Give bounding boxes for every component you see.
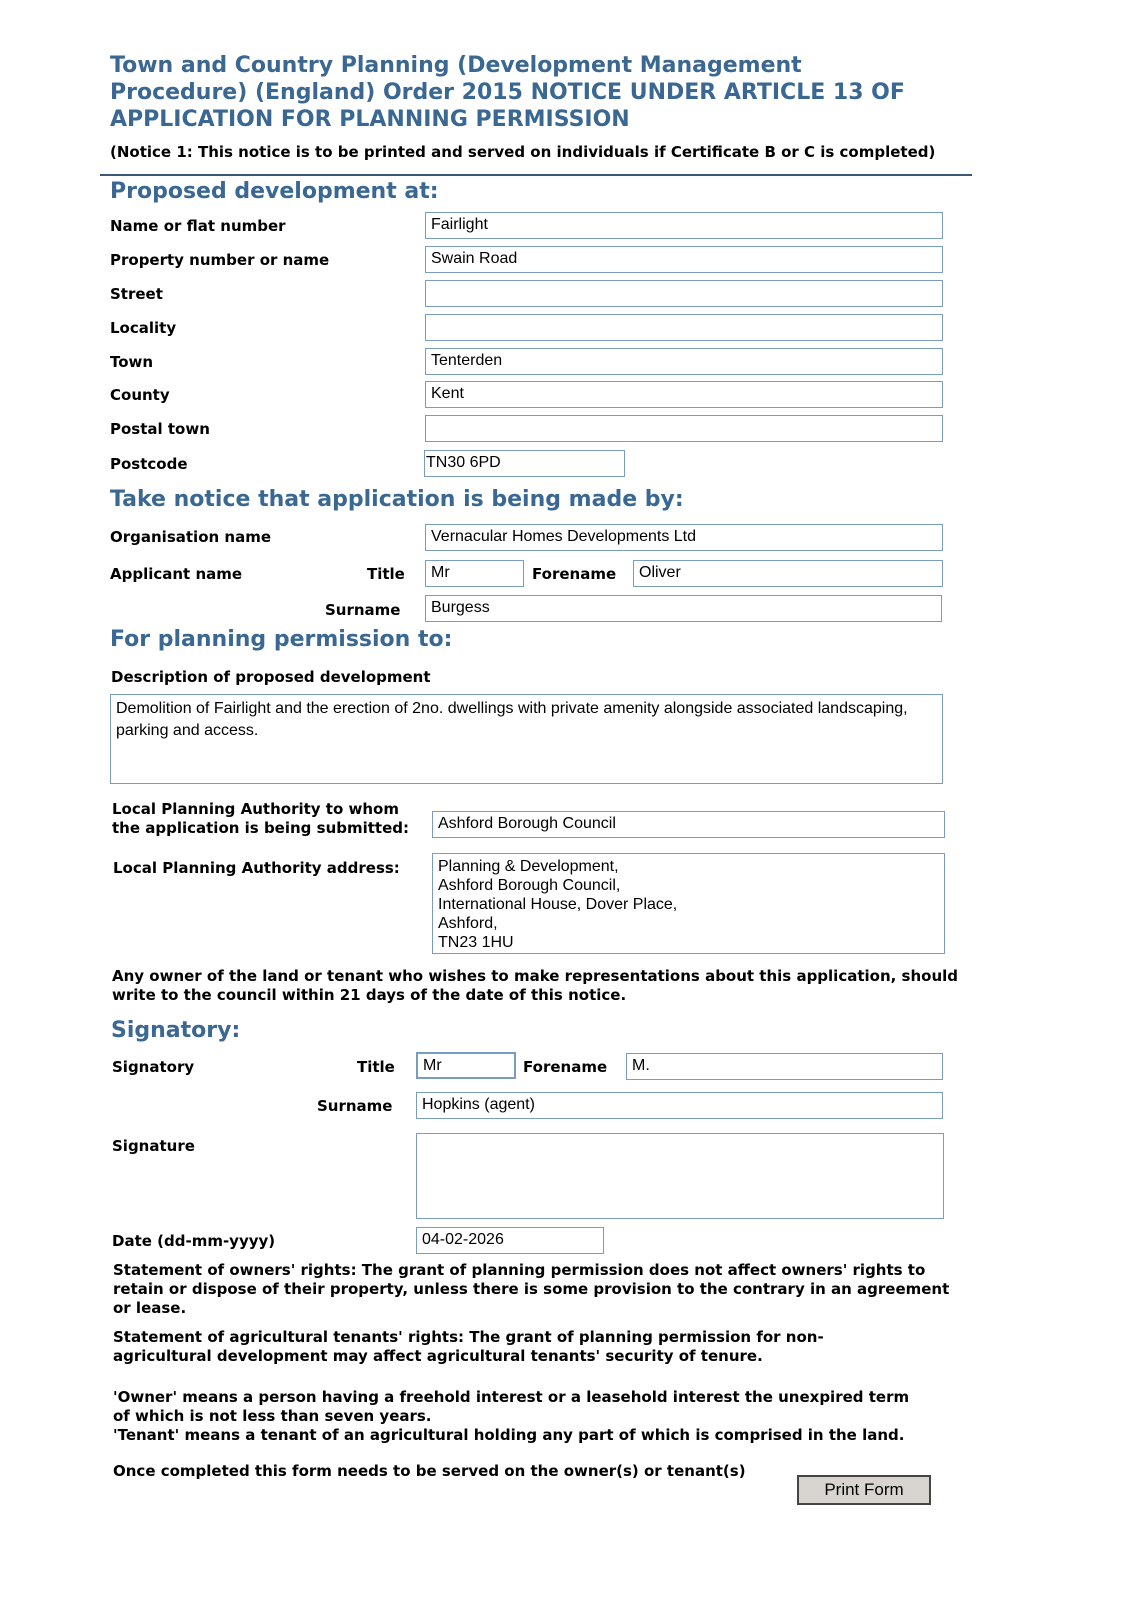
site-field-label: County bbox=[110, 386, 170, 404]
applicant-title-field[interactable]: Mr bbox=[425, 560, 524, 587]
surname-label: Surname bbox=[325, 601, 401, 619]
site-field-input[interactable]: TN30 6PD bbox=[424, 450, 625, 477]
signature-label: Signature bbox=[112, 1137, 195, 1155]
site-field-input[interactable] bbox=[425, 415, 943, 442]
tenants-rights-statement: Statement of agricultural tenants' rights: The grant of planning permission for non-agricultural development may affect agricultural tenants' security of tenure. bbox=[113, 1328, 824, 1365]
lpa-address-label: Local Planning Authority address: bbox=[113, 859, 400, 877]
tenant-definition: 'Tenant' means a tenant of an agricultural holding any part of which is comprised in the land. bbox=[113, 1426, 905, 1444]
lpa-address-field[interactable]: Planning & Development, Ashford Borough Council, International House, Dover Place, Ashford, TN23 1HU bbox=[432, 853, 945, 954]
form-subtitle: (Notice 1: This notice is to be printed and served on individuals if Certificate B or C is completed) bbox=[110, 143, 936, 161]
title-label: Title bbox=[367, 565, 405, 583]
site-field-input[interactable]: Kent bbox=[425, 381, 943, 408]
applicant-surname-field[interactable]: Burgess bbox=[425, 595, 942, 622]
date-label: Date (dd-mm-yyyy) bbox=[112, 1232, 276, 1250]
applicant-name-label: Applicant name bbox=[110, 565, 243, 583]
site-field-input[interactable]: Swain Road bbox=[425, 246, 943, 273]
representations-note: Any owner of the land or tenant who wishes to make representations about this application, should write to the council within 21 days of the date of this notice. bbox=[112, 967, 959, 1004]
lpa-label: Local Planning Authority to whom the application is being submitted: bbox=[112, 800, 410, 837]
site-field-label: Locality bbox=[110, 319, 177, 337]
applicant-forename-field[interactable]: Oliver bbox=[633, 560, 943, 587]
signatory-forename-field[interactable]: M. bbox=[626, 1053, 943, 1080]
date-field[interactable]: 04-02-2026 bbox=[416, 1227, 604, 1254]
description-field[interactable]: Demolition of Fairlight and the erection of 2no. dwellings with private amenity alongside associated landscaping, parking and access. bbox=[110, 694, 943, 784]
signatory-title-field[interactable]: Mr bbox=[416, 1052, 516, 1079]
site-field-label: Postcode bbox=[110, 455, 188, 473]
signature-field[interactable] bbox=[416, 1133, 944, 1219]
site-field-input[interactable]: Fairlight bbox=[425, 212, 943, 239]
site-field-input[interactable] bbox=[425, 280, 943, 307]
site-field-input[interactable]: Tenterden bbox=[425, 348, 943, 375]
lpa-field[interactable]: Ashford Borough Council bbox=[432, 811, 945, 838]
section-heading-permission: For planning permission to: bbox=[110, 627, 453, 652]
divider bbox=[100, 174, 972, 176]
site-field-label: Street bbox=[110, 285, 163, 303]
section-heading-applicant: Take notice that application is being made by: bbox=[110, 487, 684, 512]
served-note: Once completed this form needs to be served on the owner(s) or tenant(s) bbox=[113, 1462, 746, 1480]
site-field-label: Postal town bbox=[110, 420, 210, 438]
forename-label: Forename bbox=[532, 565, 617, 583]
site-field-label: Property number or name bbox=[110, 251, 330, 269]
section-heading-signatory: Signatory: bbox=[111, 1018, 241, 1043]
description-label: Description of proposed development bbox=[111, 668, 431, 686]
org-label: Organisation name bbox=[110, 528, 272, 546]
signatory-label: Signatory bbox=[112, 1058, 195, 1076]
owners-rights-statement: Statement of owners' rights: The grant of planning permission does not affect owners' rights to retain or dispose of their property, unless there is some provision to the contrary in an agreement or lease. bbox=[113, 1261, 950, 1317]
site-field-input[interactable] bbox=[425, 314, 943, 341]
section-heading-site: Proposed development at: bbox=[110, 179, 439, 204]
form-title: Town and Country Planning (Development Management Procedure) (England) Order 2015 NOTICE UNDER ARTICLE 13 OF APPLICATION FOR PLANNING PERMISSION bbox=[110, 53, 905, 132]
site-field-label: Town bbox=[110, 353, 154, 371]
print-form-button[interactable]: Print Form bbox=[797, 1475, 931, 1505]
signatory-surname-field[interactable]: Hopkins (agent) bbox=[416, 1092, 943, 1119]
organisation-name-field[interactable]: Vernacular Homes Developments Ltd bbox=[425, 524, 943, 551]
signatory-forename-label: Forename bbox=[523, 1058, 608, 1076]
signatory-title-label: Title bbox=[357, 1058, 395, 1076]
owner-definition: 'Owner' means a person having a freehold interest or a leasehold interest the unexpired term of which is not less than seven years. bbox=[113, 1388, 910, 1425]
site-field-label: Name or flat number bbox=[110, 217, 286, 235]
signatory-surname-label: Surname bbox=[317, 1097, 393, 1115]
